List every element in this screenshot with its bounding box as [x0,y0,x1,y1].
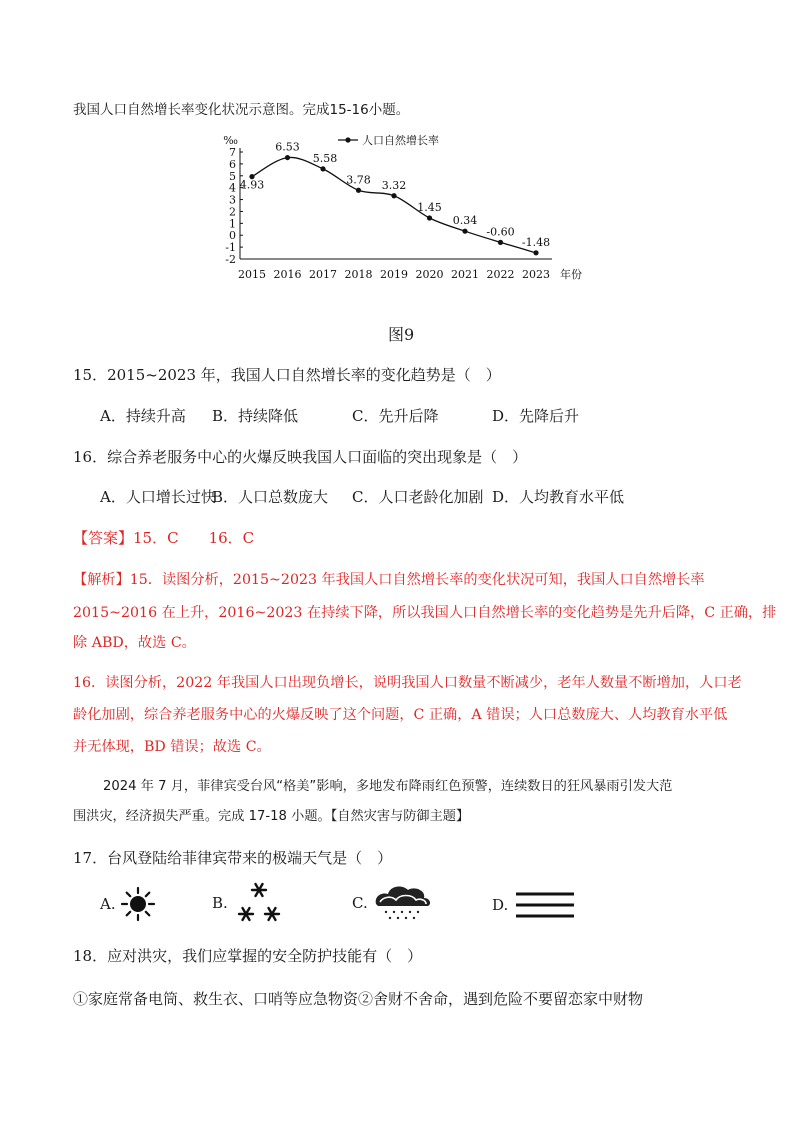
rain-icon [372,882,434,924]
x-tick-label: 2022 [486,268,515,281]
y-tick-label: -2 [225,253,236,266]
question-15-stem: 15．2015~2023 年，我国人口自然增长率的变化趋势是（ ） [73,366,501,384]
q16-option-d[interactable]: D．人均教育水平低 [492,488,625,506]
y-axis-unit: ‰ [223,134,238,147]
x-tick-label: 2015 [238,268,266,281]
sun-icon [120,886,156,922]
chart-legend [338,133,439,147]
series-line [252,157,536,252]
q17-option-a-label: A. [100,895,116,913]
question-18-line-1: ①家庭常备电筒、救生衣、口哨等应急物资②舍财不舍命，遇到危险不要留恋家中财物 [73,990,644,1008]
data-label: 6.53 [275,140,300,154]
question-18-stem: 18．应对洪灾，我们应掌握的安全防护技能有（ ） [73,947,423,965]
x-tick-label: 2018 [344,268,373,281]
data-label: 3.32 [381,178,407,192]
q17-option-c[interactable] [352,882,434,924]
q16-option-a[interactable]: A．人口增长过快 [100,488,216,506]
x-tick-label: 2023 [522,268,550,281]
analysis-16-line-3: 并无体现，BD 错误；故选 C。 [73,739,271,755]
data-point [285,155,290,160]
y-tick-label: -1 [225,241,236,255]
data-point [462,229,467,234]
q15-option-d[interactable]: D．先降后升 [492,407,580,425]
x-tick-label: 2016 [273,268,302,281]
chart-axes [240,148,552,259]
data-label: -1.48 [521,235,551,249]
q17-option-a[interactable] [100,886,156,922]
data-label: -0.60 [486,225,515,239]
x-tick-label: 2020 [415,268,444,281]
legend-marker [345,137,350,142]
y-tick-label: 3 [229,193,236,207]
q15-option-c[interactable]: C．先升后降 [352,407,439,425]
y-tick-label: 6 [229,157,236,171]
data-point [498,240,503,245]
answer-line: 【答案】15．C 16．C [73,529,255,547]
x-tick-label: 2019 [380,268,408,281]
y-tick-label: 1 [229,217,236,231]
analysis-15-line-3: 除 ABD，故选 C。 [73,635,196,651]
section-intro: 我国人口自然增长率变化状况示意图。完成15-16小题。 [73,102,410,118]
population-growth-chart [210,128,590,288]
section-intro-2-line-1: 2024 年 7 月，菲律宾受台风“格美”影响，多地发布降雨红色预警，连续数日的狂风暴雨引发大范 [103,779,673,794]
q17-option-d[interactable] [492,888,576,922]
analysis-15-line-1: 【解析】15．读图分析，2015~2023 年我国人口自然增长率的变化状况可知，我国人口自然增长率 [73,572,705,588]
question-17-stem: 17．台风登陆给菲律宾带来的极端天气是（ ） [73,849,393,867]
legend-label: 人口自然增长率 [362,134,439,147]
data-label: 0.34 [452,214,478,228]
y-tick-label: 7 [229,146,236,159]
data-point [391,193,396,198]
q17-option-b-label: B. [212,894,228,912]
figure-caption: 图9 [388,325,415,344]
data-point [427,215,432,220]
data-point [356,188,361,193]
q16-option-b[interactable]: B．人口总数庞大 [212,488,329,506]
q17-option-d-label: D. [492,896,509,914]
x-tick-label: 2017 [309,268,337,281]
data-label: 4.93 [239,178,265,192]
data-label: 5.58 [312,151,338,165]
y-tick-label: 2 [229,205,236,219]
analysis-16-line-1: 16．读图分析，2022 年我国人口出现负增长，说明我国人口数量不断减少，老年人数量不断增加，人口老 [73,675,742,691]
y-tick-label: 0 [229,229,236,243]
q17-option-b[interactable] [212,880,284,926]
data-point [533,250,538,255]
q15-option-b[interactable]: B．持续降低 [212,407,299,425]
analysis-15-line-2: 2015~2016 在上升，2016~2023 在持续下降，所以我国人口自然增长率的变化趋势是先升后降，C 正确，排 [73,605,777,621]
y-tick-label: 4 [229,181,236,195]
x-axis-unit: 年份 [560,268,582,281]
chart-series-line [252,157,536,252]
x-tick-label: 2021 [451,268,479,281]
y-tick-label: 5 [229,169,236,183]
fog-icon [514,888,576,922]
snow-icon [234,880,284,926]
q15-option-a[interactable]: A．持续升高 [100,407,186,425]
data-point [320,166,325,171]
analysis-16-line-2: 龄化加剧，综合养老服务中心的火爆反映了这个问题，C 正确，A 错误；人口总数庞大、人均教育水平低 [73,707,728,723]
q17-option-c-label: C. [352,894,368,912]
data-label: 3.78 [346,173,371,187]
section-intro-2-line-2: 围洪灾，经济损失严重。完成 17-18 小题。【自然灾害与防御主题】 [73,809,470,824]
data-label: 1.45 [417,200,442,214]
question-16-stem: 16．综合养老服务中心的火爆反映我国人口面临的突出现象是（ ） [73,448,528,466]
q16-option-c[interactable]: C．人口老龄化加剧 [352,488,484,506]
